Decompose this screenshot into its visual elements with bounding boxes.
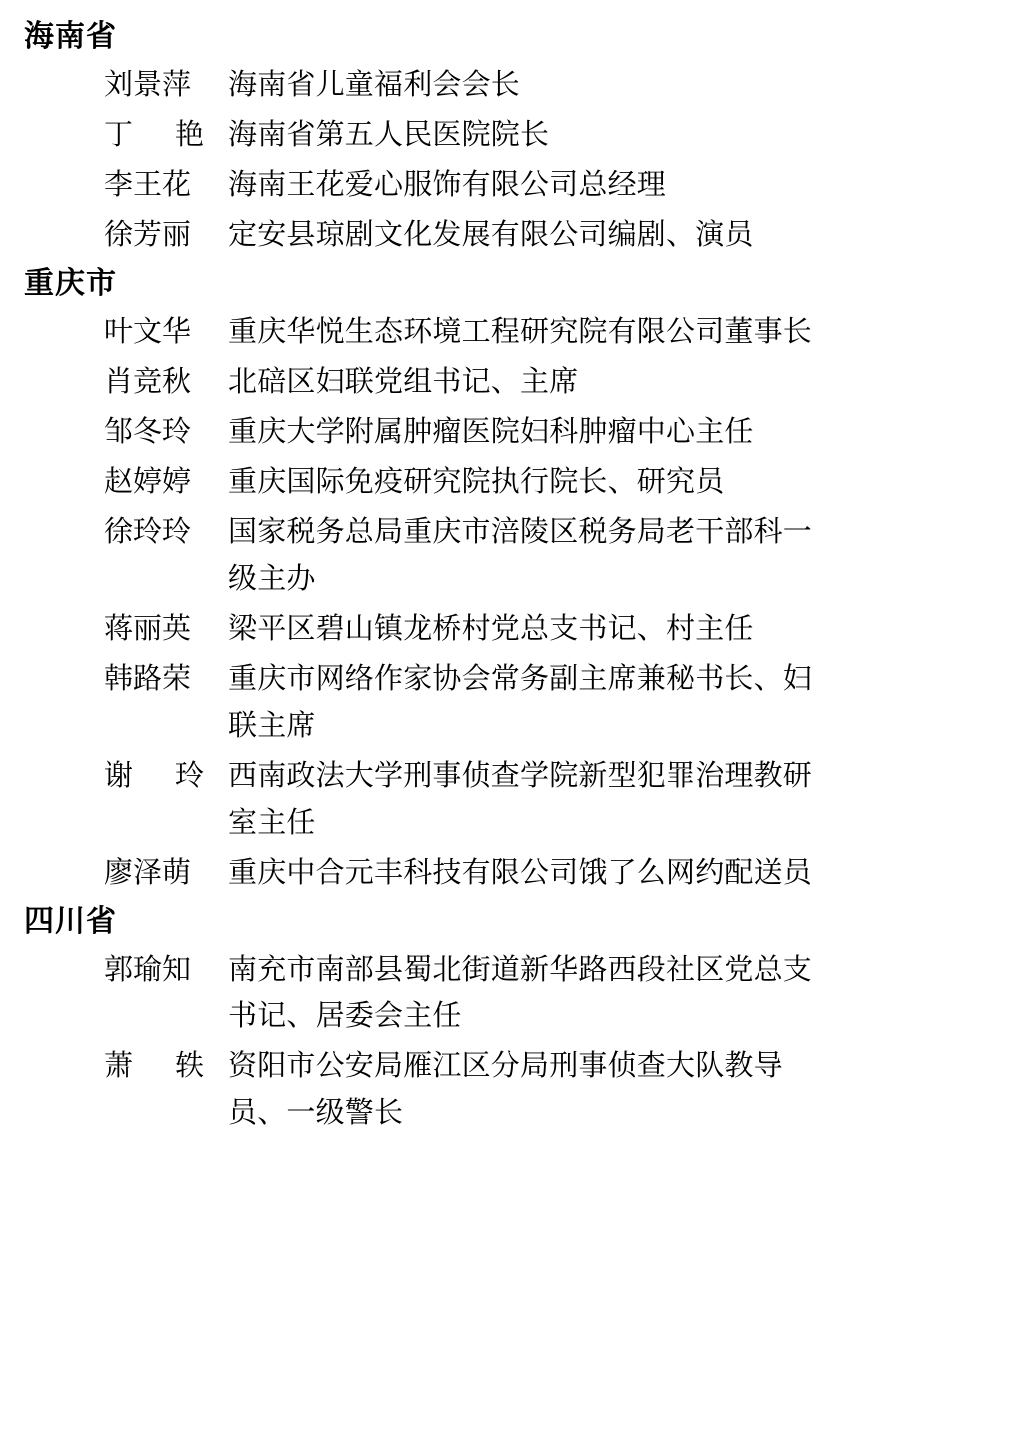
province-title: 重庆市 [24,265,117,301]
honoree-entry [22,211,1003,258]
honoree-entry [22,408,1003,455]
honoree-name: 赵婷婷 [104,463,192,498]
honoree-title-line: 重庆国际免疫研究院执行院长、研究员 [228,463,725,498]
honoree-title [228,508,988,602]
honoree-title-line: 梁平区碧山镇龙桥村党总支书记、村主任 [228,610,754,645]
honoree-name: 叶文华 [104,313,192,348]
honoree-title [228,408,988,455]
honoree-title [228,752,988,846]
honoree-title-continuation: 联主席 [228,707,316,742]
honoree-entry [22,605,1003,652]
honoree-title-line: 国家税务总局重庆市涪陵区税务局老干部科一 [228,513,813,548]
honoree-title-continuation: 员、一级警长 [228,1095,404,1130]
honoree-title [228,849,988,896]
honoree-name-char: 谢 [104,757,134,792]
province-title: 海南省 [24,19,117,54]
honoree-title [228,1042,988,1136]
honoree-entry [22,508,1003,602]
honoree-title [228,605,988,652]
honoree-entry [22,849,1003,896]
honoree-name-char: 玲 [174,757,204,792]
province-section [22,14,1003,258]
honoree-name: 韩路荣 [104,660,192,695]
honoree-title [228,458,988,505]
honoree-title-line: 海南省第五人民医院院长 [228,116,550,151]
honoree-title-line: 西南政法大学刑事侦查学院新型犯罪治理教研 [228,757,813,792]
honoree-title-line: 重庆市网络作家协会常务副主席兼秘书长、妇 [228,660,813,695]
honoree-entry [22,458,1003,505]
honoree-title [228,161,988,208]
honoree-title-continuation: 书记、居委会主任 [228,998,462,1033]
honoree-name: 徐芳丽 [104,216,192,251]
honoree-title-line: 重庆大学附属肿瘤医院妇科肿瘤中心主任 [228,413,754,448]
honoree-title [228,308,988,355]
honoree-entry [22,946,1003,1040]
honoree-name-char: 丁 [104,116,134,151]
honoree-title-line: 重庆中合元丰科技有限公司饿了么网约配送员 [228,854,813,889]
honoree-entry [22,308,1003,355]
honoree-name: 廖泽萌 [104,854,192,889]
honoree-title [228,61,988,108]
honoree-title [228,655,988,749]
honoree-title-line: 海南省儿童福利会会长 [228,67,521,101]
province-section [22,261,1003,896]
honoree-name-char: 萧 [104,1048,134,1083]
honoree-title-line: 北碚区妇联党组书记、主席 [228,363,579,398]
honoree-name: 邹冬玲 [104,413,192,448]
honoree-entry [22,655,1003,749]
honoree-name-char: 艳 [174,116,204,151]
honoree-title-continuation: 室主任 [228,804,316,839]
honoree-name: 李王花 [104,166,192,201]
honoree-name [104,111,228,158]
honoree-name-char: 轶 [174,1048,204,1083]
honoree-title [228,358,988,405]
honoree-name: 徐玲玲 [104,513,192,548]
honoree-name: 肖竞秋 [104,363,192,398]
honoree-entry [22,1042,1003,1136]
honoree-name [104,1042,228,1089]
honoree-entry [22,161,1003,208]
honoree-name: 郭瑜知 [104,951,192,986]
honoree-title [228,946,988,1040]
province-section [22,899,1003,1137]
honoree-title [228,211,988,258]
honoree-title-line: 海南王花爱心服饰有限公司总经理 [228,166,667,201]
honoree-entry [22,111,1003,158]
sections-container [22,14,1003,1136]
honoree-title-continuation: 级主办 [228,560,316,595]
honoree-title-line: 定安县琼剧文化发展有限公司编剧、演员 [228,216,754,251]
honoree-entry [22,752,1003,846]
honoree-name: 刘景萍 [104,67,192,101]
honoree-entry [22,61,1003,108]
honoree-title-line: 南充市南部县蜀北街道新华路西段社区党总支 [228,951,813,986]
honoree-entry [22,358,1003,405]
province-title: 四川省 [24,903,117,939]
honoree-title-line: 资阳市公安局雁江区分局刑事侦查大队教导 [228,1048,783,1083]
honoree-title [228,111,988,158]
honoree-name: 蒋丽英 [104,610,192,645]
honoree-name [104,752,228,799]
honoree-title-line: 重庆华悦生态环境工程研究院有限公司董事长 [228,313,813,348]
